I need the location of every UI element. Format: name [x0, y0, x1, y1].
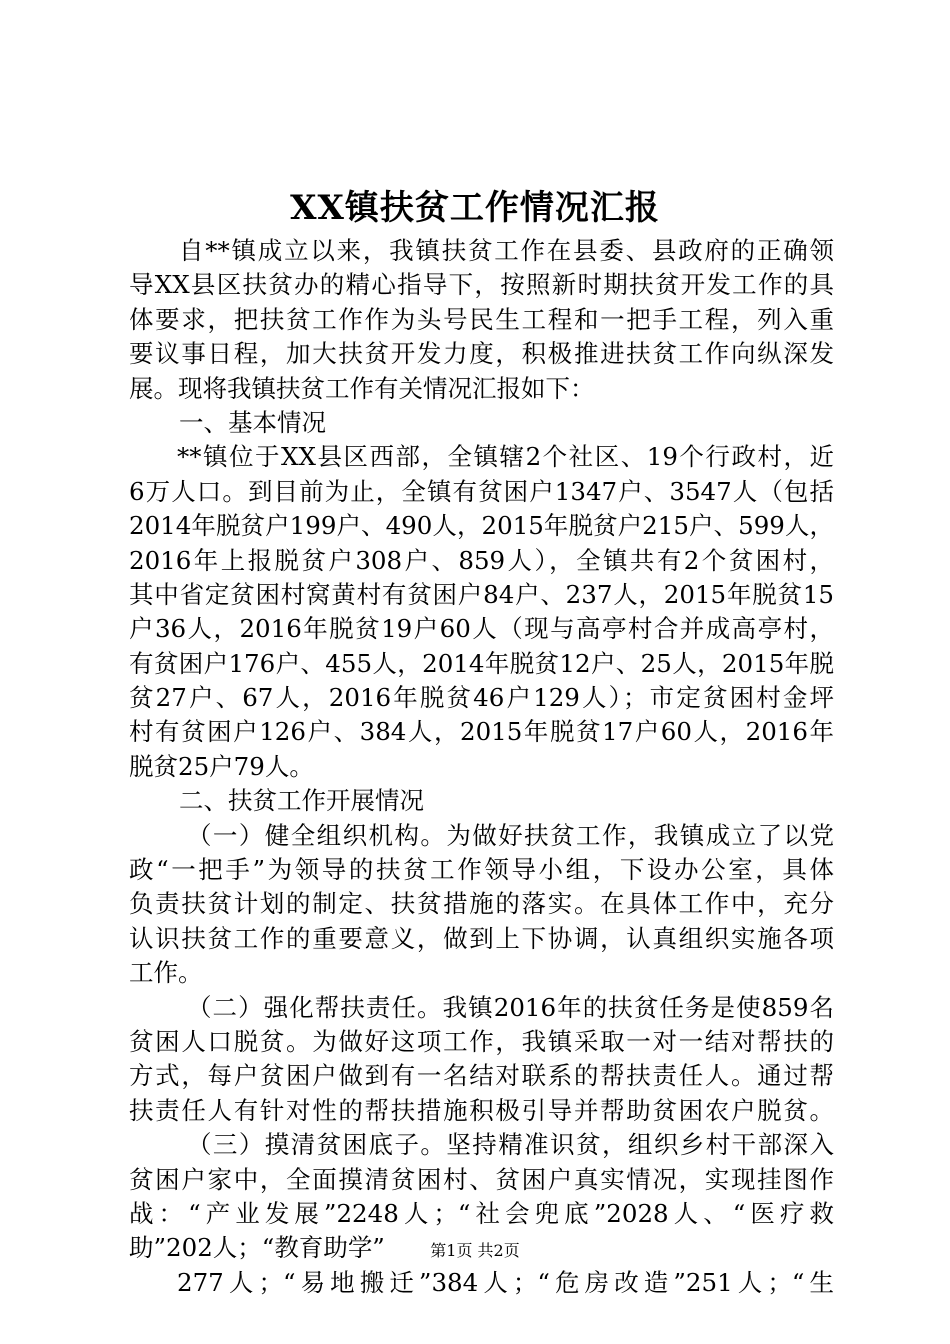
text-line: （三）摸清贫困底子。坚持精准识贫，组织乡村干部深入	[187, 1130, 834, 1160]
text-line: 助”202人；“教育助学”	[129, 1233, 385, 1263]
text-line: 展。现将我镇扶贫工作有关情况汇报如下：	[129, 373, 595, 403]
text-line: 工作。	[129, 958, 203, 988]
text-line: 其中省定贫困村窝黄村有贫困户84户、237人，2015年脱贫15	[129, 579, 834, 609]
text-line: （二）强化帮扶责任。我镇2016年的扶贫任务是使859名	[187, 992, 834, 1022]
text-line: 政“一把手”为领导的扶贫工作领导小组，下设办公室，具体	[129, 855, 834, 885]
text-line: 277人；“易地搬迁”384人；“危房改造”251人；“生	[177, 1267, 834, 1297]
page-footer: 第1页 共2页	[430, 1241, 520, 1260]
text-line: 导XX县区扶贫办的精心指导下，按照新时期扶贫开发工作的具	[129, 270, 834, 300]
text-line: 方式，每户贫困户做到有一名结对联系的帮扶责任人。通过帮	[129, 1061, 834, 1091]
text-line: 贫27户、67人，2016年脱贫46户129人）；市定贫困村金坪	[129, 683, 834, 713]
text-line: 村有贫困户126户、384人，2015年脱贫17户60人，2016年	[129, 717, 834, 747]
text-line: 2016年上报脱贫户308户、859人），全镇共有2个贫困村，	[129, 545, 834, 575]
text-line: 户36人，2016年脱贫19户60人（现与高亭村合并成高亭村，	[129, 614, 834, 644]
text-line: 战：“产业发展”2248人；“社会兜底”2028人、“医疗救	[129, 1198, 834, 1228]
text-line: **镇位于XX县区西部，全镇辖2个社区、19个行政村，近	[177, 442, 834, 472]
text-line: 要议事日程，加大扶贫开发力度，积极推进扶贫工作向纵深发	[129, 339, 834, 369]
text-line: 6万人口。到目前为止，全镇有贫困户1347户、3547人（包括	[129, 476, 834, 506]
text-line: 认识扶贫工作的重要意义，做到上下协调，认真组织实施各项	[129, 923, 834, 953]
text-line: 贫困户家中，全面摸清贫困村、贫困户真实情况，实现挂图作	[129, 1164, 834, 1194]
document-body	[129, 234, 834, 1300]
section-heading: 二、扶贫工作开展情况	[179, 786, 424, 816]
text-line: 体要求，把扶贫工作作为头号民生工程和一把手工程，列入重	[129, 304, 834, 334]
text-line: 自**镇成立以来，我镇扶贫工作在县委、县政府的正确领	[179, 236, 834, 265]
section-heading: 一、基本情况	[179, 407, 326, 437]
text-line: 负责扶贫计划的制定、扶贫措施的落实。在具体工作中，充分	[129, 889, 834, 919]
document-title: XX镇扶贫工作情况汇报	[290, 188, 660, 228]
text-line: 有贫困户176户、455人，2014年脱贫12户、25人，2015年脱	[129, 648, 834, 678]
text-line: 扶责任人有针对性的帮扶措施积极引导并帮助贫困农户脱贫。	[129, 1095, 834, 1125]
text-line: 贫困人口脱贫。为做好这项工作，我镇采取一对一结对帮扶的	[129, 1026, 834, 1056]
text-line: 2014年脱贫户199户、490人，2015年脱贫户215户、599人，	[129, 511, 834, 541]
text-line: （一）健全组织机构。为做好扶贫工作，我镇成立了以党	[187, 820, 834, 850]
text-line: 脱贫25户79人。	[129, 751, 314, 781]
